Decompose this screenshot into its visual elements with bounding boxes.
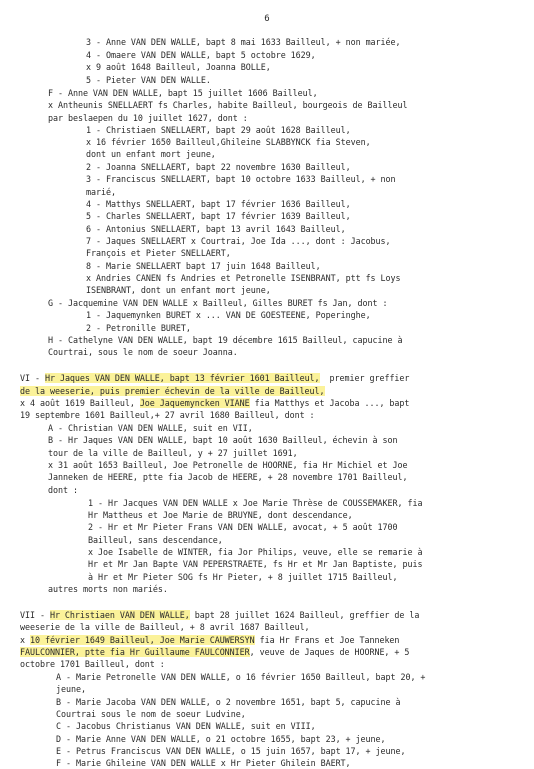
text-line: par beslaepen du 10 juillet 1627, dont : <box>48 113 248 123</box>
text-line: 5 - Pieter VAN DEN WALLE. <box>86 75 211 85</box>
text-line <box>20 373 409 384</box>
text-line: Hr Mattheus et Joe Marie de BRUYNE, dont descendance, <box>88 510 353 520</box>
text-line: x Antheunis SNELLAERT fs Charles, habite Bailleul, bourgeois de Bailleul <box>48 100 408 110</box>
text-line: x Andries CANEN fs Andries et Petronelle ISENBRANT, ptt fs Loys <box>86 273 401 283</box>
text-line: C - Jacobus Christianus VAN DEN WALLE, suit en VIII, <box>56 721 316 731</box>
text-line: x 9 août 1648 Bailleul, Joanna BOLLE, <box>86 62 271 72</box>
page-number: 6 <box>264 14 270 24</box>
text-line <box>20 398 409 409</box>
text-line: Courtrai, sous le nom de soeur Joanna. <box>48 347 238 357</box>
text-line: 4 - Matthys SNELLAERT, bapt 17 février 1636 Bailleul, <box>86 199 351 209</box>
text-line: François et Pieter SNELLAERT, <box>86 248 231 258</box>
text-line: 5 - Charles SNELLAERT, bapt 17 février 1639 Bailleul, <box>86 211 351 221</box>
text-line: Bailleul, sans descendance, <box>88 535 223 545</box>
text-line: 7 - Jaques SNELLAERT x Courtrai, Joe Ida ..., dont : Jacobus, <box>86 236 391 246</box>
text-line: E - Petrus Franciscus VAN DEN WALLE, o 15 juin 1657, bapt 17, + jeune, <box>56 746 406 756</box>
text-segment: VII - <box>20 610 50 620</box>
text-line <box>20 386 325 397</box>
text-line: jeune, <box>56 684 86 694</box>
text-line: Janneken de HEERE, ptte fia Jacob de HEERE, + 28 novembre 1701 Bailleul, <box>48 472 408 482</box>
text-line: x Joe Isabelle de WINTER, fia Jor Philips, veuve, elle se remarie à <box>88 547 423 557</box>
text-line: 4 - Omaere VAN DEN WALLE, bapt 5 octobre 1629, <box>86 50 316 60</box>
text-line: 1 - Hr Jacques VAN DEN WALLE x Joe Marie Thrèse de COUSSEMAKER, fia <box>88 498 423 508</box>
text-line: G - Jacquemine VAN DEN WALLE x Bailleul, Gilles BURET fs Jan, dont : <box>48 298 388 308</box>
text-line: 8 - Marie SNELLAERT bapt 17 juin 1648 Bailleul, <box>86 261 321 271</box>
text-line: dont : <box>48 485 78 495</box>
text-line: F - Anne VAN DEN WALLE, bapt 15 juillet 1606 Bailleul, <box>48 88 318 98</box>
text-line: F - Marie Ghileine VAN DEN WALLE x Hr Pieter Ghilein BAERT, <box>56 758 351 768</box>
text-line: B - Hr Jaques VAN DEN WALLE, bapt 10 août 1630 Bailleul, échevin à son <box>48 435 398 445</box>
text-line: Courtrai sous le nom de soeur Ludvine, <box>56 709 246 719</box>
text-line: ISENBRANT, dont un enfant mort jeune, <box>86 285 271 295</box>
text-line: B - Marie Jacoba VAN DEN WALLE, o 2 novembre 1651, bapt 5, capucine à <box>56 697 401 707</box>
text-line: D - Marie Anne VAN DEN WALLE, o 21 octobre 1655, bapt 23, + jeune, <box>56 734 386 744</box>
text-line: à Hr et Mr Pieter SOG fs Hr Pieter, + 8 juillet 1715 Bailleul, <box>88 572 398 582</box>
text-segment: fia Matthys et Jacoba ..., bapt <box>249 398 410 408</box>
text-line: x 31 août 1653 Bailleul, Joe Petronelle de HOORNE, fia Hr Michiel et Joe <box>48 460 408 470</box>
text-line <box>20 635 399 646</box>
text-line: 2 - Joanna SNELLAERT, bapt 22 novembre 1630 Bailleul, <box>86 162 351 172</box>
text-line: autres morts non mariés. <box>48 584 168 594</box>
text-line: dont un enfant mort jeune, <box>86 149 216 159</box>
text-line: 1 - Christiaen SNELLAERT, bapt 29 août 1628 Bailleul, <box>86 125 351 135</box>
text-line: Hr et Mr Jan Bapte VAN PEPERSTRAETE, fs Hr et Mr Jan Baptiste, puis <box>88 559 423 569</box>
text-line <box>20 610 419 621</box>
text-line <box>20 647 409 658</box>
text-segment: premier greffier <box>319 373 410 383</box>
text-segment: x 4 août 1619 Bailleul, <box>20 398 140 408</box>
highlighted-text: 10 février 1649 Bailleul, Joe Marie CAUWERSYN <box>29 635 255 645</box>
text-line: 1 - Jaquemynken BURET x ... VAN DE GOESTEENE, Poperinghe, <box>86 310 371 320</box>
text-line: weeserie de la ville de Bailleul, + 8 avril 1687 Bailleul, <box>20 622 310 632</box>
text-line: 3 - Franciscus SNELLAERT, bapt 10 octobre 1633 Bailleul, + non <box>86 174 396 184</box>
highlighted-text: FAULCONNIER, ptte fia Hr Guillaume FAULCONNIER <box>20 647 250 657</box>
text-line: x 16 février 1650 Bailleul,Ghileine SLABBYNCK fia Steven, <box>86 137 371 147</box>
text-segment: fia Hr Frans et Joe Tanneken <box>254 635 400 645</box>
highlighted-text: de la weeserie, puis premier échevin de la ville de Bailleul, <box>20 386 325 396</box>
text-line: tour de la ville de Bailleul, y + 27 juillet 1691, <box>48 448 298 458</box>
text-line: 2 - Petronille BURET, <box>86 323 191 333</box>
text-line: 2 - Hr et Mr Pieter Frans VAN DEN WALLE, avocat, + 5 août 1700 <box>88 522 398 532</box>
highlighted-text: Joe Jaquemyncken VIANE <box>139 398 250 408</box>
highlighted-text: Hr Jaques VAN DEN WALLE, bapt 13 février 1601 Bailleul, <box>44 373 320 383</box>
text-segment: VI - <box>20 373 45 383</box>
text-line: A - Christian VAN DEN WALLE, suit en VII, <box>48 423 253 433</box>
text-line: A - Marie Petronelle VAN DEN WALLE, o 16 février 1650 Bailleul, bapt 20, + <box>56 672 426 682</box>
text-segment: x <box>20 635 30 645</box>
text-segment: , veuve de Jaques de HOORNE, + 5 <box>249 647 410 657</box>
text-line: 19 septembre 1601 Bailleul,+ 27 avril 1680 Bailleul, dont : <box>20 410 315 420</box>
text-line: octobre 1701 Bailleul, dont : <box>20 659 165 669</box>
highlighted-text: Hr Christiaen VAN DEN WALLE, <box>49 610 190 620</box>
text-line: marié, <box>86 187 116 197</box>
text-line: H - Cathelyne VAN DEN WALLE, bapt 19 décembre 1615 Bailleul, capucine à <box>48 335 403 345</box>
text-line: 3 - Anne VAN DEN WALLE, bapt 8 mai 1633 Bailleul, + non mariée, <box>86 37 401 47</box>
text-segment: bapt 28 juillet 1624 Bailleul, greffier de la <box>189 610 420 620</box>
text-line: 6 - Antonius SNELLAERT, bapt 13 avril 1643 Bailleul, <box>86 224 346 234</box>
